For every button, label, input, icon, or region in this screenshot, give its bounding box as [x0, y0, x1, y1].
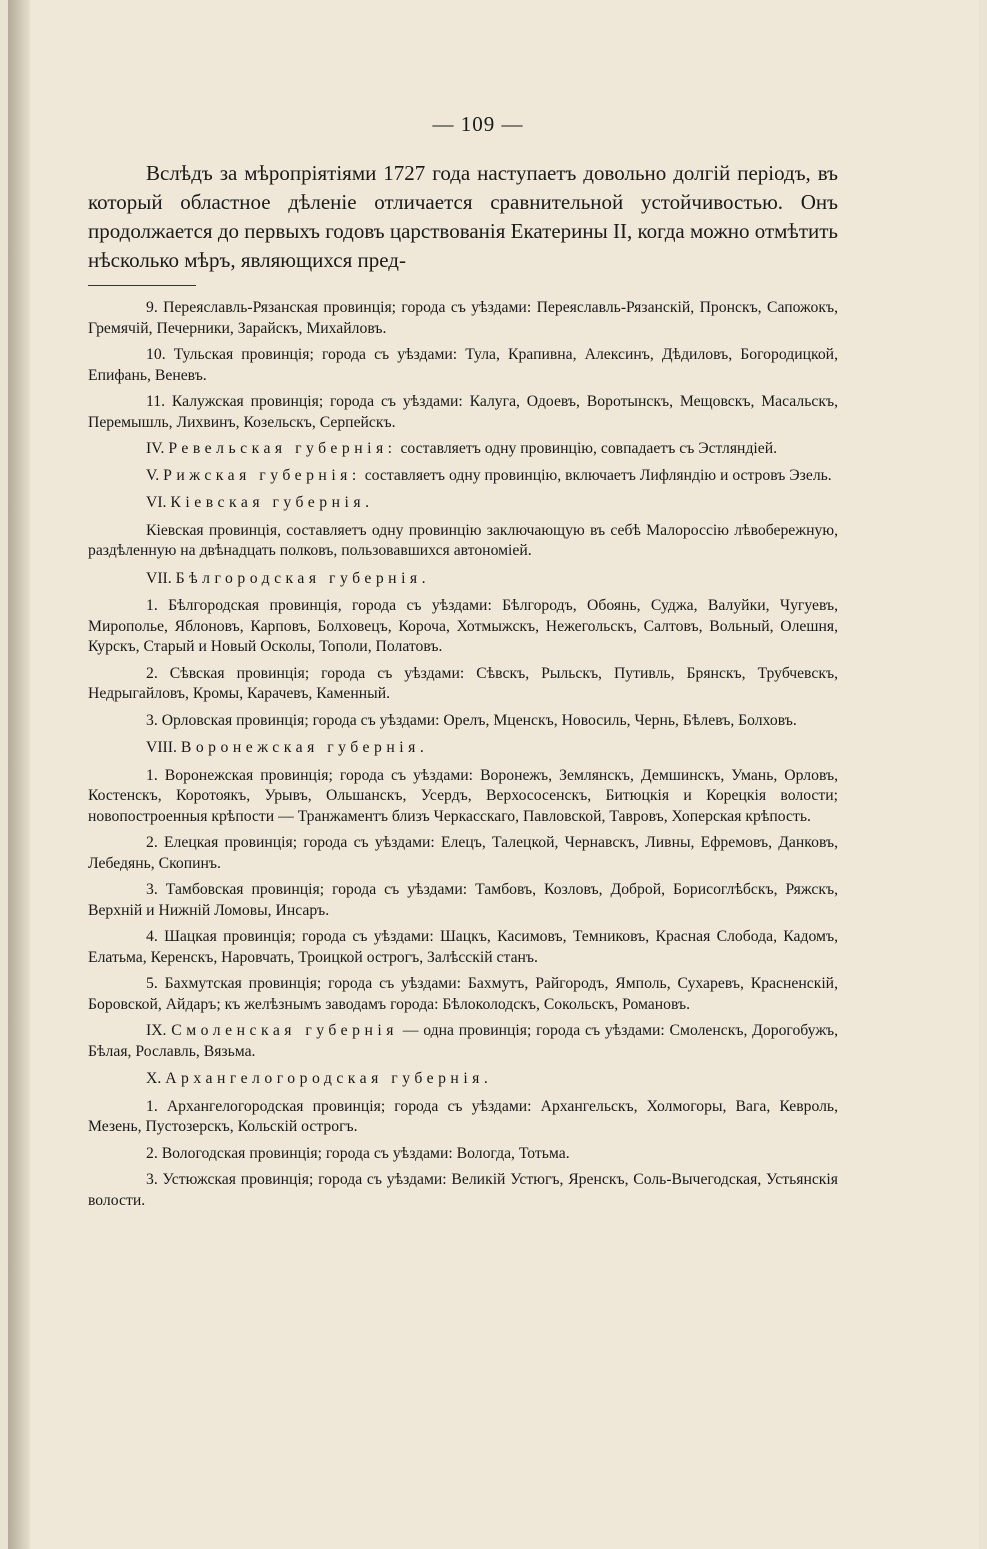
guberniya-vi-heading — [88, 493, 838, 514]
page-content — [88, 112, 838, 1217]
section-number: VII. — [146, 569, 172, 587]
guberniya-name: Рижская губернія: — [163, 466, 361, 484]
guberniya-name: Кіевская губернія. — [170, 494, 374, 511]
province-item: 2. Вологодская провинція; города съ уѣздами: Вологда, Тотьма. — [146, 1144, 570, 1162]
guberniya-text: составляетъ одну провинцію, включаетъ Лифляндію и островъ Эзель. — [364, 466, 832, 484]
guberniya-iv — [88, 439, 838, 460]
section-number: VIII. — [146, 739, 177, 756]
binding-shadow — [8, 0, 30, 1549]
guberniya-vii-heading — [88, 569, 838, 590]
section-number: X. — [146, 1070, 162, 1087]
province-item: 2. Сѣвская провинція; города съ уѣздами: Сѣвскъ, Рыльскъ, Путивль, Брянскъ, Трубчевскъ, Недрыгайловъ, Кромы, Карачевъ, Каменный. — [88, 664, 838, 702]
section-number: VI. — [146, 494, 167, 511]
province-item: 4. Шацкая провинція; города съ уѣздами: Шацкъ, Касимовъ, Темниковъ, Красная Слобода, Кадомъ, Елатьма, Керенскъ, Наровчать, Троицкой острогъ, Залѣсскій станъ. — [88, 928, 838, 966]
guberniya-vi-text: Кіевская провинція, составляетъ одну провинцію заключающую въ себѣ Малороссію лѣвобережную, раздѣленную на двѣнадцать полковъ, пользовавшихся автономіей. — [88, 521, 838, 559]
section-number: IV. — [146, 440, 165, 457]
guberniya-name: Бѣлгородская губернія. — [175, 569, 431, 587]
guberniya-name: Смоленская губернія — [171, 1022, 398, 1039]
main-text — [88, 159, 838, 275]
guberniya-text: составляетъ одну провинцію, совпадаетъ съ Эстляндіей. — [400, 440, 778, 457]
footnote-item-9: 9. Переяславль-Рязанская провинція; города съ уѣздами: Переяславль-Рязанскій, Пронскъ, Сапожокъ, Гремячій, Печерники, Зарайскъ, Михайловъ. — [88, 299, 838, 337]
province-item: 3. Тамбовская провинція; города съ уѣздами: Тамбовъ, Козловъ, Доброй, Борисоглѣбскъ, Ряжскъ, Верхній и Нижній Ломовы, Инсаръ. — [88, 881, 838, 919]
province-item: 1. Бѣлгородская провинція, города съ уѣздами: Бѣлгородъ, Обоянь, Суджа, Валуйки, Чугуевъ, Мирополье, Яблоновъ, Карповъ, Болховецъ, Короча, Хотмыжскъ, Нежегольскъ, Салтовъ, Вольный, Олешня, Курскъ, Старый и Новый Осколы, Тополи, Полатовъ. — [88, 597, 838, 655]
province-item: 3. Орловская провинція; города съ уѣздами: Орелъ, Мценскъ, Новосиль, Чернь, Бѣлевъ, Болховъ. — [146, 711, 797, 729]
guberniya-name: Ревельская губернія: — [168, 440, 397, 457]
guberniya-x-heading — [88, 1069, 838, 1090]
province-item: 1. Воронежская провинція; города съ уѣздами: Воронежъ, Землянскъ, Демшинскъ, Умань, Орловъ, Костенскъ, Коротоякъ, Урывъ, Ольшанскъ, Усердъ, Верхососенскъ, Битюцкія и Корецкія волости; новопостроенныя крѣпости — Транжаментъ близъ Черкасскаго, Павловской, Тавровъ, Хоперская крѣпость. — [88, 766, 838, 825]
guberniya-name: Воронежская губернія. — [180, 739, 429, 756]
footnote-separator — [88, 285, 196, 286]
section-number: IX. — [146, 1022, 167, 1039]
province-item: 3. Устюжская провинція; города съ уѣздами: Великій Устюгъ, Яренскъ, Соль-Вычегодская, Устьянскія волости. — [88, 1171, 838, 1209]
guberniya-name: Архангелогородская губернія. — [165, 1070, 493, 1087]
guberniya-viii-heading — [88, 738, 838, 759]
guberniya-text: — одна провинція; города съ уѣздами: Смоленскъ, Дорогобужъ, Бѣлая, Рославль, Вязьма. — [88, 1022, 838, 1060]
province-item: 1. Архангелогородская провинція; города съ уѣздами: Архангельскъ, Холмогоры, Вага, Кевроль, Мезень, Пустозерскъ, Кольскій острогъ. — [88, 1097, 838, 1135]
guberniya-ix — [88, 1021, 838, 1062]
province-item: 2. Елецкая провинція; города съ уѣздами: Елецъ, Талецкой, Чернавскъ, Ливны, Ефремовъ, Данковъ, Лебедянь, Скопинъ. — [88, 834, 838, 872]
section-number: V. — [146, 466, 160, 484]
province-item: 5. Бахмутская провинція; города съ уѣздами: Бахмутъ, Райгородъ, Ямполь, Сухаревъ, Красненскій, Боровской, Айдаръ; къ желѣзнымъ заводамъ города: Бѣлоколодскъ, Сокольскъ, Романовъ. — [88, 975, 838, 1013]
footnote-item-11: 11. Калужская провинція; города съ уѣздами: Калуга, Одоевъ, Воротынскъ, Мещовскъ, Масальскъ, Перемышль, Лихвинъ, Козельскъ, Серпейскъ. — [88, 393, 838, 431]
footnotes — [88, 298, 838, 1211]
guberniya-v — [88, 466, 838, 487]
page-number: — 109 — — [432, 112, 524, 136]
footnote-item-10: 10. Тульская провинція; города съ уѣздами: Тула, Крапивна, Алексинъ, Дѣдиловъ, Богородицкой, Епифань, Веневъ. — [88, 346, 838, 384]
book-page — [8, 0, 979, 1549]
main-paragraph: Вслѣдъ за мѣропріятіями 1727 года наступаетъ довольно долгій періодъ, въ который областное дѣленіе отличается сравнительной устойчивостью. Онъ продолжается до первыхъ годовъ царствованія Екатерины II, когда можно отмѣтить нѣсколько мѣръ, являющихся пред- — [88, 161, 838, 272]
